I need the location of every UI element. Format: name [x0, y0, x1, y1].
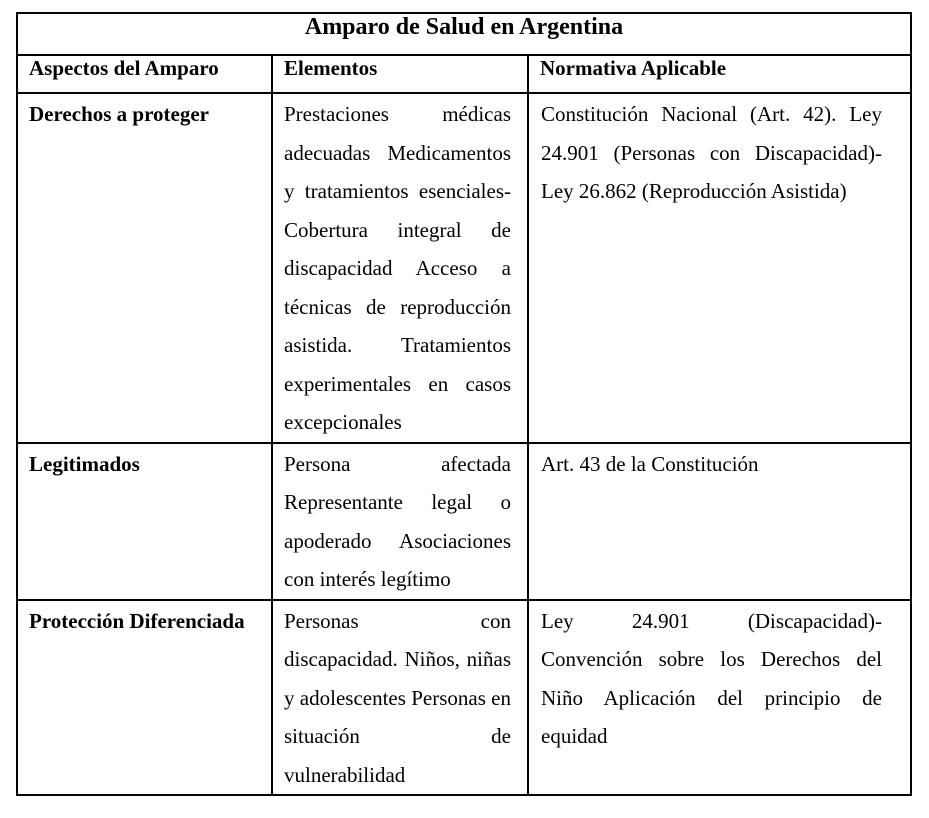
cell-elementos-legitimados: Persona afectada Representante legal o apoderado Asociaciones con interés legítimo — [272, 443, 528, 600]
cell-aspecto-derechos: Derechos a proteger — [17, 93, 272, 443]
column-header-aspectos: Aspectos del Amparo — [17, 55, 272, 93]
table-row-proteccion — [17, 600, 911, 796]
cell-elementos-proteccion: Personas con discapacidad. Niños, niñas y adolescentes Personas en situación de vulnerabilidad — [272, 600, 528, 796]
title-row — [17, 13, 911, 55]
cell-aspecto-legitimados: Legitimados — [17, 443, 272, 600]
table-title: Amparo de Salud en Argentina — [17, 13, 911, 55]
cell-normativa-derechos: Constitución Nacional (Art. 42). Ley 24.901 (Personas con Discapacidad)- Ley 26.862 (Reproducción Asistida) — [528, 93, 911, 443]
cell-aspecto-proteccion: Protección Diferenciada — [17, 600, 272, 796]
cell-normativa-legitimados: Art. 43 de la Constitución — [528, 443, 911, 600]
amparo-salud-table — [16, 12, 912, 796]
cell-normativa-proteccion: Ley 24.901 (Discapacidad)- Convención sobre los Derechos del Niño Aplicación del principio de equidad — [528, 600, 911, 796]
table-row-derechos — [17, 93, 911, 443]
table-row-legitimados — [17, 443, 911, 600]
column-header-elementos: Elementos — [272, 55, 528, 93]
column-header-normativa: Normativa Aplicable — [528, 55, 911, 93]
header-row — [17, 55, 911, 93]
cell-elementos-derechos: Prestaciones médicas adecuadas Medicamentos y tratamientos esenciales-Cobertura integral de discapacidad Acceso a técnicas de reproducción asistida. Tratamientos experimentales en casos excepcionales — [272, 93, 528, 443]
